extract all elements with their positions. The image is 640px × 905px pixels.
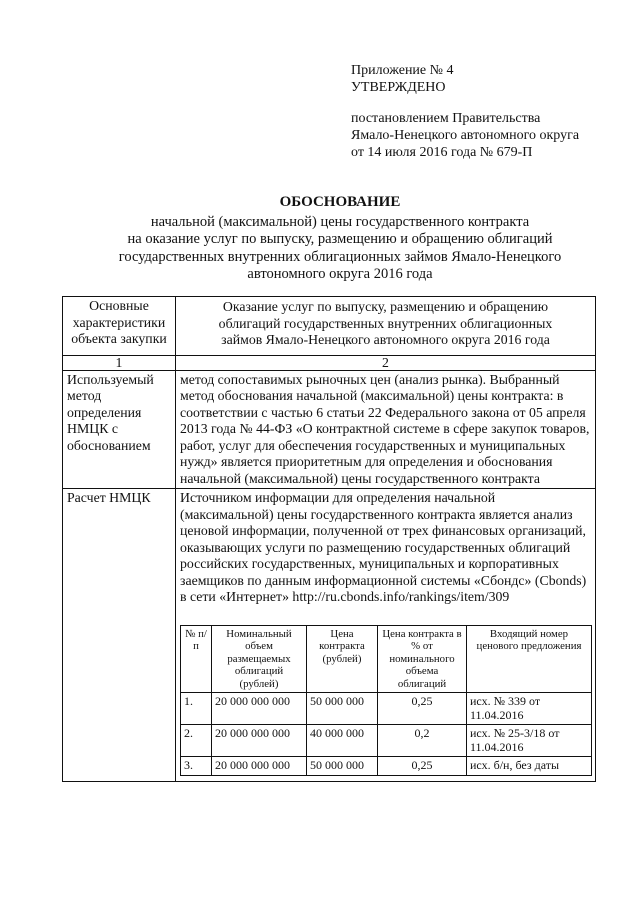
offer-reference: исх. № 339 от 11.04.2016	[467, 693, 592, 725]
offer-number: 3.	[181, 757, 212, 776]
price-offers-table	[180, 625, 592, 776]
offer-number: 1.	[181, 693, 212, 725]
offer-reference: исх. б/н, без даты	[467, 757, 592, 776]
offer-price: 50 000 000	[307, 757, 378, 776]
title-line-2: на оказание услуг по выпуску, размещению и обращению облигаций	[127, 231, 553, 247]
header-characteristics: Основные характеристики объекта закупки	[63, 297, 176, 356]
offers-header-volume: Номинальный объем размещаемых облигаций (рублей)	[212, 625, 307, 693]
justification-table	[62, 296, 596, 782]
table-header-row	[63, 297, 596, 356]
column-number-2: 2	[176, 355, 596, 370]
offer-number: 2.	[181, 725, 212, 757]
header-service-description: Оказание услуг по выпуску, размещению и обращению облигаций государственных внутренних облигационных займов Ямало-Ненецкого автономного округа 2016 года	[176, 297, 596, 356]
approval-block	[351, 62, 621, 161]
approved-by-line-3: от 14 июля 2016 года № 679-П	[351, 145, 533, 160]
table-row	[181, 757, 592, 776]
method-row	[63, 370, 596, 489]
offer-percent: 0,25	[378, 693, 467, 725]
offer-volume: 20 000 000 000	[212, 725, 307, 757]
offer-percent: 0,25	[378, 757, 467, 776]
calculation-cell	[176, 489, 596, 782]
offers-header-row	[181, 625, 592, 693]
offer-percent: 0,2	[378, 725, 467, 757]
calculation-label: Расчет НМЦК	[63, 489, 176, 782]
offers-header-price: Цена контракта (рублей)	[307, 625, 378, 693]
document-heading: ОБОСНОВАНИЕ	[279, 194, 401, 210]
table-row	[181, 725, 592, 757]
spacer	[351, 96, 621, 110]
title-line-4: автономного округа 2016 года	[247, 266, 433, 282]
column-number-1: 1	[63, 355, 176, 370]
offers-header-reference: Входящий номер ценового предложения	[467, 625, 592, 693]
offer-price: 40 000 000	[307, 725, 378, 757]
method-text: метод сопоставимых рыночных цен (анализ рынка). Выбранный метод обоснования начальной (максимальной) цены контракта: в соответствии с частью 6 статьи 22 Федерального закона от 05 апреля 2013 года № 44-ФЗ «О контрактной системе в сфере закупок товаров, работ, услуг для обеспечения государственных и муниципальных нужд» является приоритетным для определения и обоснования начальной (максимальной) цены государственного контракта	[176, 370, 596, 489]
calculation-row	[63, 489, 596, 782]
calculation-text: Источником информации для определения начальной (максимальной) цены государственного контракта является анализ ценовой информации, полученной от трех финансовых организаций, оказывающих услуги по размещению государственных облигаций российских государственных, муниципальных и корпоративных заемщиков по данным информационной системы «Сбондс» (Cbonds) в сети «Интернет» http://ru.cbonds.info/rankings/item/309	[180, 490, 587, 604]
column-number-row	[63, 355, 596, 370]
offer-price: 50 000 000	[307, 693, 378, 725]
table-row	[181, 693, 592, 725]
approved-by-line-1: постановлением Правительства	[351, 111, 541, 126]
title-line-3: государственных внутренних облигационных займов Ямало-Ненецкого	[118, 248, 562, 265]
offer-volume: 20 000 000 000	[212, 757, 307, 776]
title-line-1: начальной (максимальной) цены государственного контракта	[150, 213, 530, 230]
offers-header-number: № п/п	[181, 625, 212, 693]
offers-header-percent: Цена контракта в % от номинального объема облигаций	[378, 625, 467, 693]
method-label: Используемый метод определения НМЦК с обоснованием	[63, 370, 176, 489]
offer-reference: исх. № 25-3/18 от 11.04.2016	[467, 725, 592, 757]
document-title-block	[100, 194, 580, 284]
approved-by-line-2: Ямало-Ненецкого автономного округа	[351, 128, 580, 143]
appendix-number: Приложение № 4	[351, 63, 454, 78]
approved-stamp: УТВЕРЖДЕНО	[351, 80, 446, 95]
offer-volume: 20 000 000 000	[212, 693, 307, 725]
